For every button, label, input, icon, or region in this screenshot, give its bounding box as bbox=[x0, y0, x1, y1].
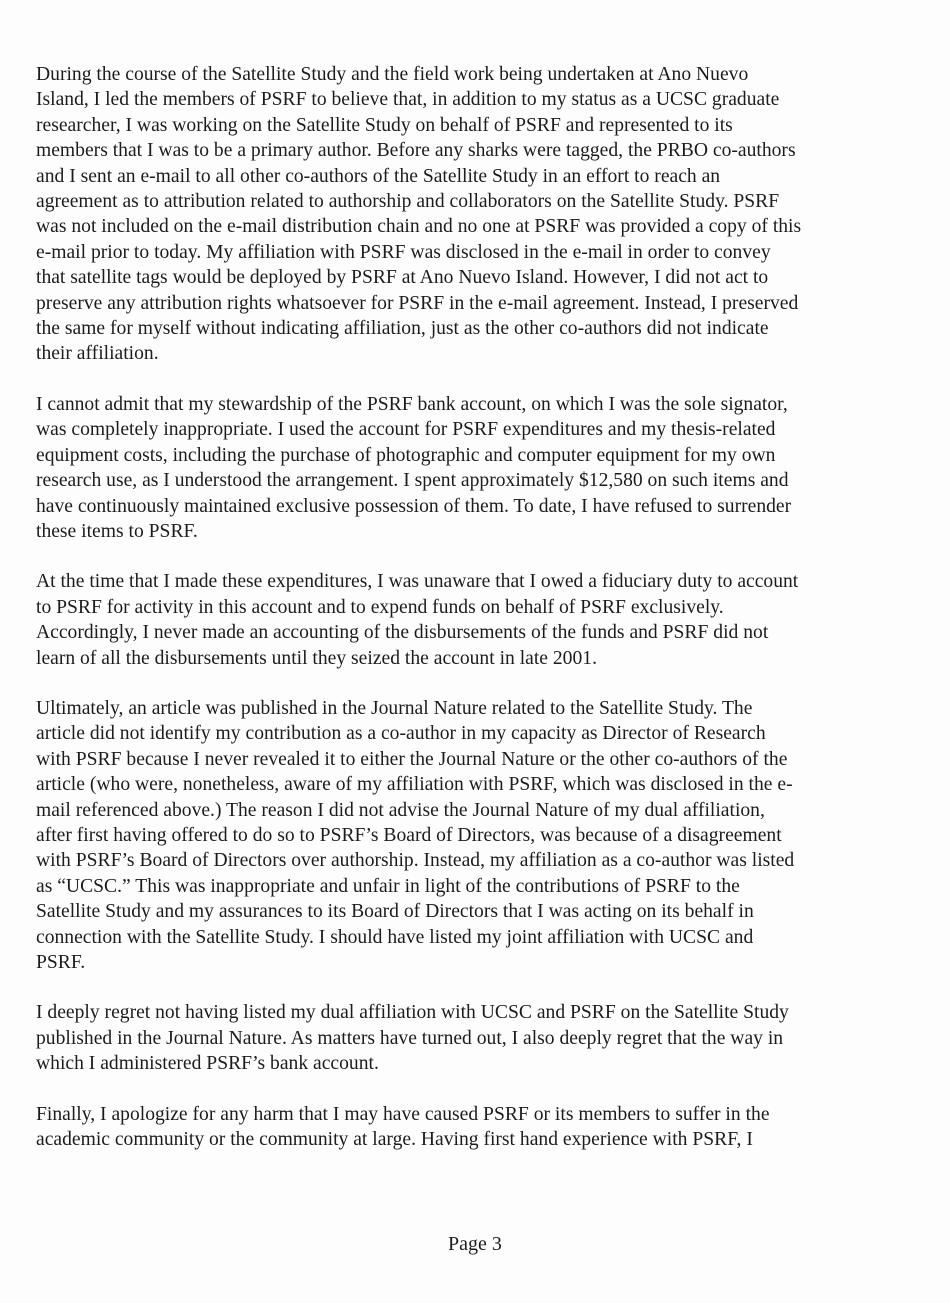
text-line: was completely inappropriate. I used the account for PSRF expenditures and my thesis-related bbox=[36, 419, 776, 441]
text-line: Island, I led the members of PSRF to believe that, in addition to my status as a UCSC graduate bbox=[36, 89, 780, 111]
document-body bbox=[36, 62, 941, 1177]
text-line: academic community or the community at large. Having first hand experience with PSRF, I bbox=[36, 1129, 753, 1151]
text-line: connection with the Satellite Study. I should have listed my joint affiliation with UCSC and bbox=[36, 926, 754, 948]
text-line: During the course of the Satellite Study and the field work being undertaken at Ano Nuevo bbox=[36, 64, 749, 85]
text-line: PSRF. bbox=[36, 952, 86, 973]
text-line: equipment costs, including the purchase of photographic and computer equipment for my own bbox=[36, 444, 776, 466]
paragraph bbox=[36, 696, 941, 975]
text-line: to PSRF for activity in this account and to expend funds on behalf of PSRF exclusively. bbox=[36, 596, 724, 618]
text-line: was not included on the e-mail distribution chain and no one at PSRF was provided a copy of this bbox=[36, 216, 802, 238]
text-line: article did not identify my contribution as a co-author in my capacity as Director of Research bbox=[36, 723, 766, 745]
text-line: article (who were, nonetheless, aware of my affiliation with PSRF, which was disclosed in the e- bbox=[36, 774, 793, 796]
text-line: researcher, I was working on the Satellite Study on behalf of PSRF and represented to its bbox=[36, 114, 733, 136]
paragraph bbox=[36, 1102, 941, 1153]
text-line: members that I was to be a primary author. Before any sharks were tagged, the PRBO co-authors bbox=[36, 140, 796, 162]
text-line: as “UCSC.” This was inappropriate and unfair in light of the contributions of PSRF to the bbox=[36, 875, 740, 897]
text-line: I deeply regret not having listed my dual affiliation with UCSC and PSRF on the Satellite Study bbox=[36, 1002, 789, 1024]
paragraph bbox=[36, 62, 941, 367]
text-line: which I administered PSRF’s bank account. bbox=[36, 1053, 379, 1075]
text-line: At the time that I made these expenditures, I was unaware that I owed a fiduciary duty to account bbox=[36, 571, 799, 593]
text-line: that satellite tags would be deployed by PSRF at Ano Nuevo Island. However, I did not act to bbox=[36, 267, 769, 289]
text-line: I cannot admit that my stewardship of the PSRF bank account, on which I was the sole signator, bbox=[36, 393, 788, 415]
text-line: with PSRF because I never revealed it to either the Journal Nature or the other co-authors of the bbox=[36, 748, 788, 770]
text-line: Finally, I apologize for any harm that I may have caused PSRF or its members to suffer in the bbox=[36, 1103, 770, 1125]
text-line: published in the Journal Nature. As matters have turned out, I also deeply regret that the way in bbox=[36, 1027, 784, 1049]
text-line: research use, as I understood the arrangement. I spent approximately $12,580 on such items and bbox=[36, 470, 789, 492]
text-line: e-mail prior to today. My affiliation with PSRF was disclosed in the e-mail in order to convey bbox=[36, 241, 771, 263]
text-line: Accordingly, I never made an accounting of the disbursements of the funds and PSRF did not bbox=[36, 622, 769, 644]
text-line: with PSRF’s Board of Directors over authorship. Instead, my affiliation as a co-author was listed bbox=[36, 850, 795, 872]
paragraph bbox=[36, 569, 941, 671]
text-line: preserve any attribution rights whatsoever for PSRF in the e-mail agreement. Instead, I preserved bbox=[36, 292, 799, 314]
text-line: learn of all the disbursements until they seized the account in late 2001. bbox=[36, 647, 597, 669]
text-line: these items to PSRF. bbox=[36, 520, 198, 542]
text-line: the same for myself without indicating affiliation, just as the other co-authors did not indicate bbox=[36, 318, 769, 340]
text-line: after first having offered to do so to PSRF’s Board of Directors, was because of a disagreement bbox=[36, 824, 782, 846]
text-line: agreement as to attribution related to authorship and collaborators on the Satellite Study. PSRF bbox=[36, 191, 780, 213]
text-line: mail referenced above.) The reason I did not advise the Journal Nature of my dual affiliation, bbox=[36, 799, 765, 821]
page-number: Page 3 bbox=[448, 1233, 502, 1255]
text-line: and I sent an e-mail to all other co-authors of the Satellite Study in an effort to reach an bbox=[36, 165, 721, 187]
paragraph bbox=[36, 1000, 941, 1076]
text-line: their affiliation. bbox=[36, 343, 159, 365]
paragraph bbox=[36, 392, 941, 544]
text-line: Satellite Study and my assurances to its Board of Directors that I was acting on its behalf in bbox=[36, 901, 754, 923]
text-line: have continuously maintained exclusive possession of them. To date, I have refused to surrender bbox=[36, 495, 792, 517]
text-line: Ultimately, an article was published in the Journal Nature related to the Satellite Study. The bbox=[36, 697, 753, 719]
